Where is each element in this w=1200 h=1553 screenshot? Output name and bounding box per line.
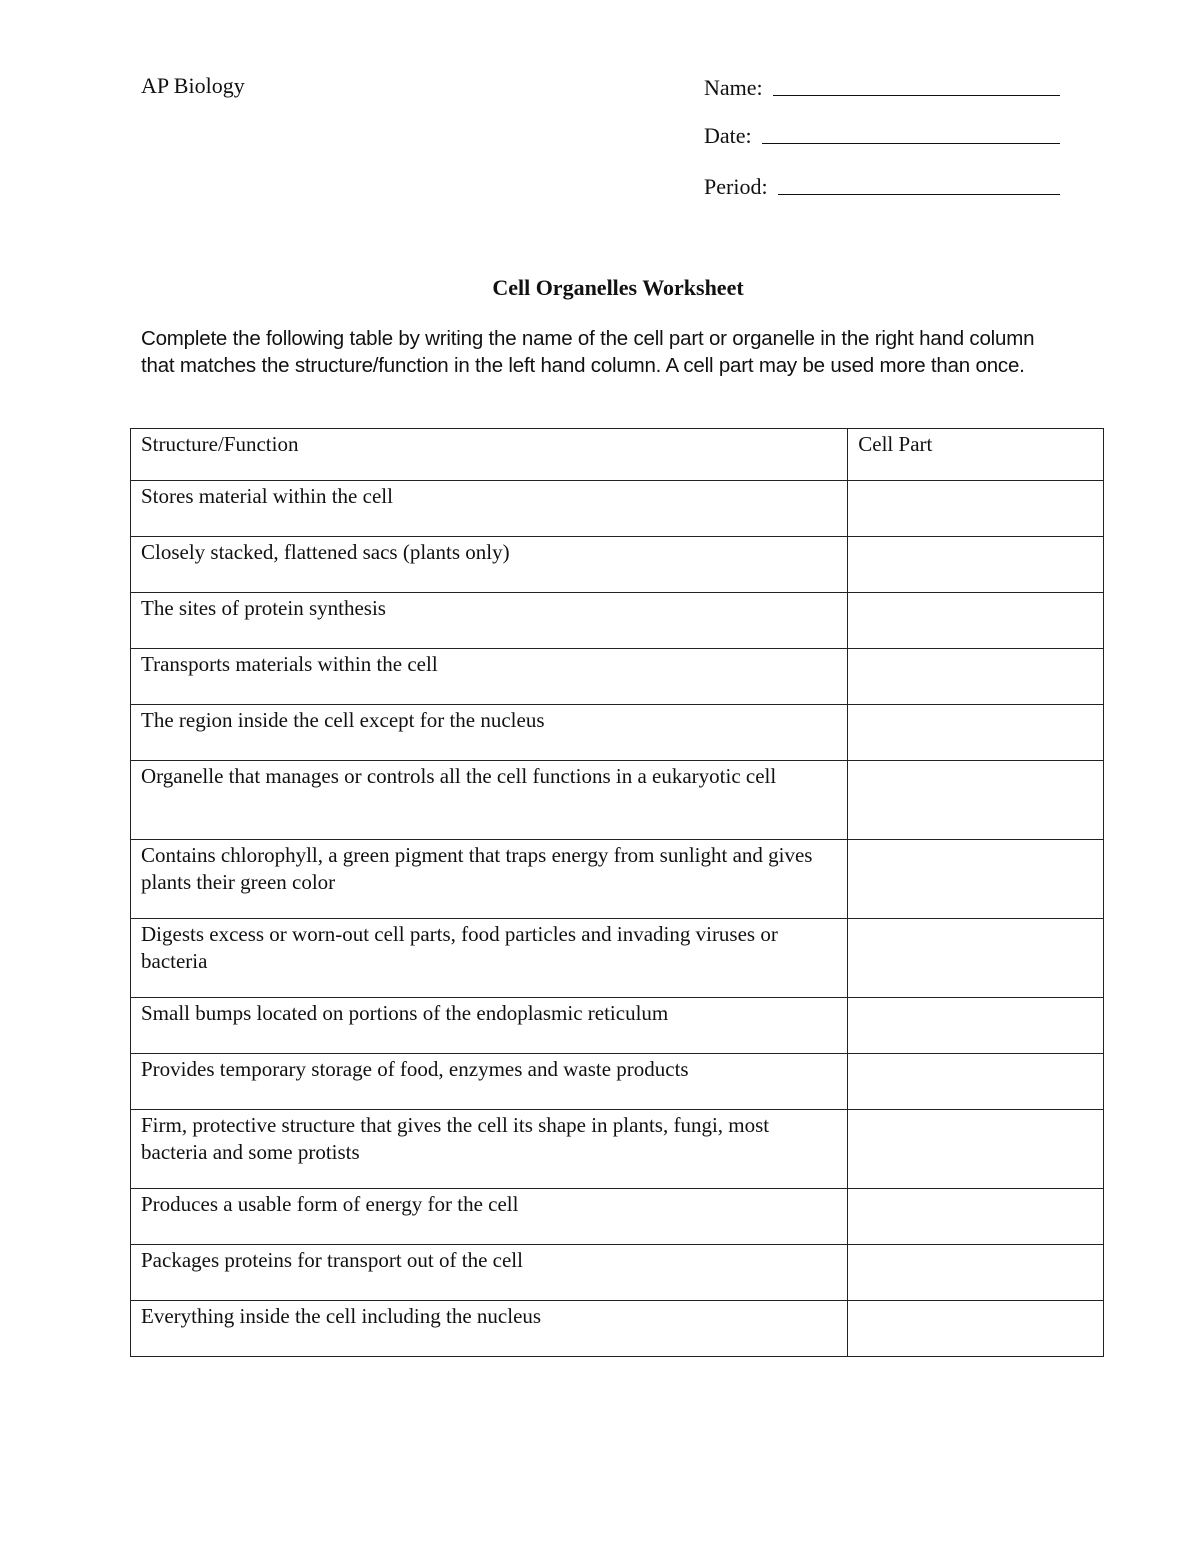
structure-cell: Stores material within the cell	[131, 481, 848, 537]
structure-cell: Packages proteins for transport out of the cell	[131, 1245, 848, 1301]
answer-cell[interactable]	[848, 919, 1104, 998]
structure-cell: Everything inside the cell including the nucleus	[131, 1301, 848, 1357]
date-label: Date:	[704, 123, 752, 148]
column-header-structure: Structure/Function	[131, 429, 848, 481]
table-row	[131, 919, 1104, 998]
table-row	[131, 593, 1104, 649]
period-field	[704, 171, 1060, 201]
answer-cell[interactable]	[848, 481, 1104, 537]
table-row	[131, 705, 1104, 761]
table-row	[131, 1245, 1104, 1301]
structure-cell: The region inside the cell except for the nucleus	[131, 705, 848, 761]
table-row	[131, 537, 1104, 593]
structure-cell: Transports materials within the cell	[131, 649, 848, 705]
answer-cell[interactable]	[848, 705, 1104, 761]
answer-cell[interactable]	[848, 840, 1104, 919]
column-header-cell-part: Cell Part	[848, 429, 1104, 481]
table-row	[131, 840, 1104, 919]
instructions: Complete the following table by writing the name of the cell part or organelle in the right hand column that matches the structure/function in the left hand column. A cell part may be used more than once.	[141, 327, 1035, 377]
structure-cell: Produces a usable form of energy for the cell	[131, 1189, 848, 1245]
date-blank-line[interactable]	[762, 143, 1060, 144]
answer-cell[interactable]	[848, 593, 1104, 649]
table-row	[131, 1110, 1104, 1189]
structure-cell: Digests excess or worn-out cell parts, food particles and invading viruses or bacteria	[131, 919, 848, 998]
table-row	[131, 761, 1104, 840]
answer-cell[interactable]	[848, 1245, 1104, 1301]
answer-cell[interactable]	[848, 1189, 1104, 1245]
date-field	[704, 120, 1060, 150]
answer-cell[interactable]	[848, 761, 1104, 840]
answer-cell[interactable]	[848, 537, 1104, 593]
structure-cell: Small bumps located on portions of the endoplasmic reticulum	[131, 998, 848, 1054]
organelles-table	[130, 428, 1104, 1357]
answer-cell[interactable]	[848, 998, 1104, 1054]
table-row	[131, 481, 1104, 537]
table-row	[131, 1054, 1104, 1110]
structure-cell: Contains chlorophyll, a green pigment that traps energy from sunlight and gives plants their green color	[131, 840, 848, 919]
structure-cell: Firm, protective structure that gives the cell its shape in plants, fungi, most bacteria and some protists	[131, 1110, 848, 1189]
table-row	[131, 1301, 1104, 1357]
table-row	[131, 998, 1104, 1054]
answer-cell[interactable]	[848, 1110, 1104, 1189]
table-row	[131, 1189, 1104, 1245]
name-blank-line[interactable]	[773, 95, 1060, 96]
answer-cell[interactable]	[848, 1301, 1104, 1357]
name-label: Name:	[704, 75, 763, 100]
name-field	[704, 72, 1060, 102]
course-name: AP Biology	[141, 73, 245, 98]
structure-cell: The sites of protein synthesis	[131, 593, 848, 649]
table-row	[131, 649, 1104, 705]
structure-cell: Provides temporary storage of food, enzymes and waste products	[131, 1054, 848, 1110]
worksheet-title: Cell Organelles Worksheet	[492, 275, 744, 300]
structure-cell: Closely stacked, flattened sacs (plants only)	[131, 537, 848, 593]
structure-cell: Organelle that manages or controls all the cell functions in a eukaryotic cell	[131, 761, 848, 840]
table-header-row	[131, 429, 1104, 481]
period-label: Period:	[704, 174, 768, 199]
answer-cell[interactable]	[848, 649, 1104, 705]
period-blank-line[interactable]	[778, 194, 1060, 195]
answer-cell[interactable]	[848, 1054, 1104, 1110]
